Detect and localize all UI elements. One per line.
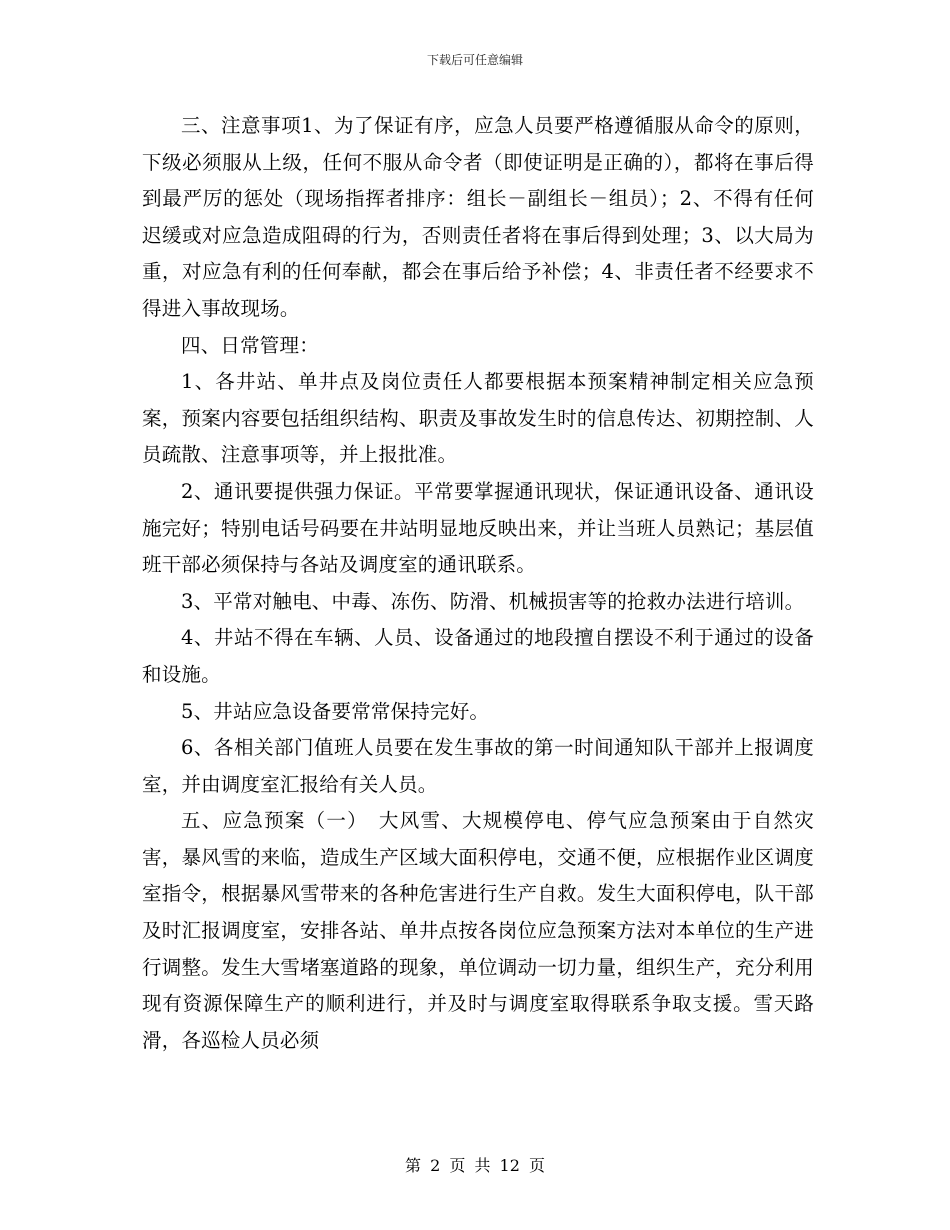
paragraph-item-5: 5、井站应急设备要常常保持完好。 xyxy=(181,699,490,723)
paragraph-item-1: 1、各井站、单井点及岗位责任人都要根据本预案精神制定相关应急预案，预案内容要包括组织结构、职责及事故发生时的信息传达、初期控制、人员疏散、注意事项等，并上报批准。 xyxy=(142,370,814,467)
page-footer: 第 2 页 共 12 页 xyxy=(405,1156,545,1175)
paragraph-item-3: 3、平常对触电、中毒、冻伤、防滑、机械损害等的抢救办法进行培训。 xyxy=(181,589,805,613)
paragraph-item-4: 4、井站不得在车辆、人员、设备通过的地段擅自摆设不利于通过的设备和设施。 xyxy=(142,626,814,686)
document-body xyxy=(142,108,814,1059)
paragraph-item-2: 2、通讯要提供强力保证。平常要掌握通讯现状，保证通讯设备、通讯设施完好；特别电话号码要在井站明显地反映出来，并让当班人员熟记；基层值班干部必须保持与各站及调度室的通讯联系。 xyxy=(142,479,814,577)
paragraph-daily-management-heading: 四、日常管理： xyxy=(181,333,319,357)
paragraph-emergency-plan: 五、应急预案（一） 大风雪、大规模停电、停气应急预案由于自然灾害，暴风雪的来临，造成生产区域大面积停电，交通不便，应根据作业区调度室指令，根据暴风雪带来的各种危害进行生产自救。发生大面积停电，队干部及时汇报调度室，安排各站、单井点按各岗位应急预案方法对本单位的生产进行调整。发生大雪堵塞道路的现象，单位调动一切力量，组织生产，充分利用现有资源保障生产的顺利进行，并及时与调度室取得联系争取支援。雪天路滑，各巡检人员必须 xyxy=(142,809,814,1052)
page-header: 下载后可任意编辑 xyxy=(426,53,523,67)
paragraph-precautions: 三、注意事项1、为了保证有序，应急人员要严格遵循服从命令的原则，下级必须服从上级，任何不服从命令者（即使证明是正确的），都将在事后得到最严厉的惩处（现场指挥者排序：组长－副组长－组员）；2、不得有任何迟缓或对应急造成阻碍的行为，否则责任者将在事后得到处理；3、以大局为重，对应急有利的任何奉献，都会在事后给予补偿；4、非责任者不经要求不得进入事故现场。 xyxy=(142,114,814,320)
paragraph-item-6: 6、各相关部门值班人员要在发生事故的第一时间通知队干部并上报调度室，并由调度室汇报给有关人员。 xyxy=(142,736,814,796)
